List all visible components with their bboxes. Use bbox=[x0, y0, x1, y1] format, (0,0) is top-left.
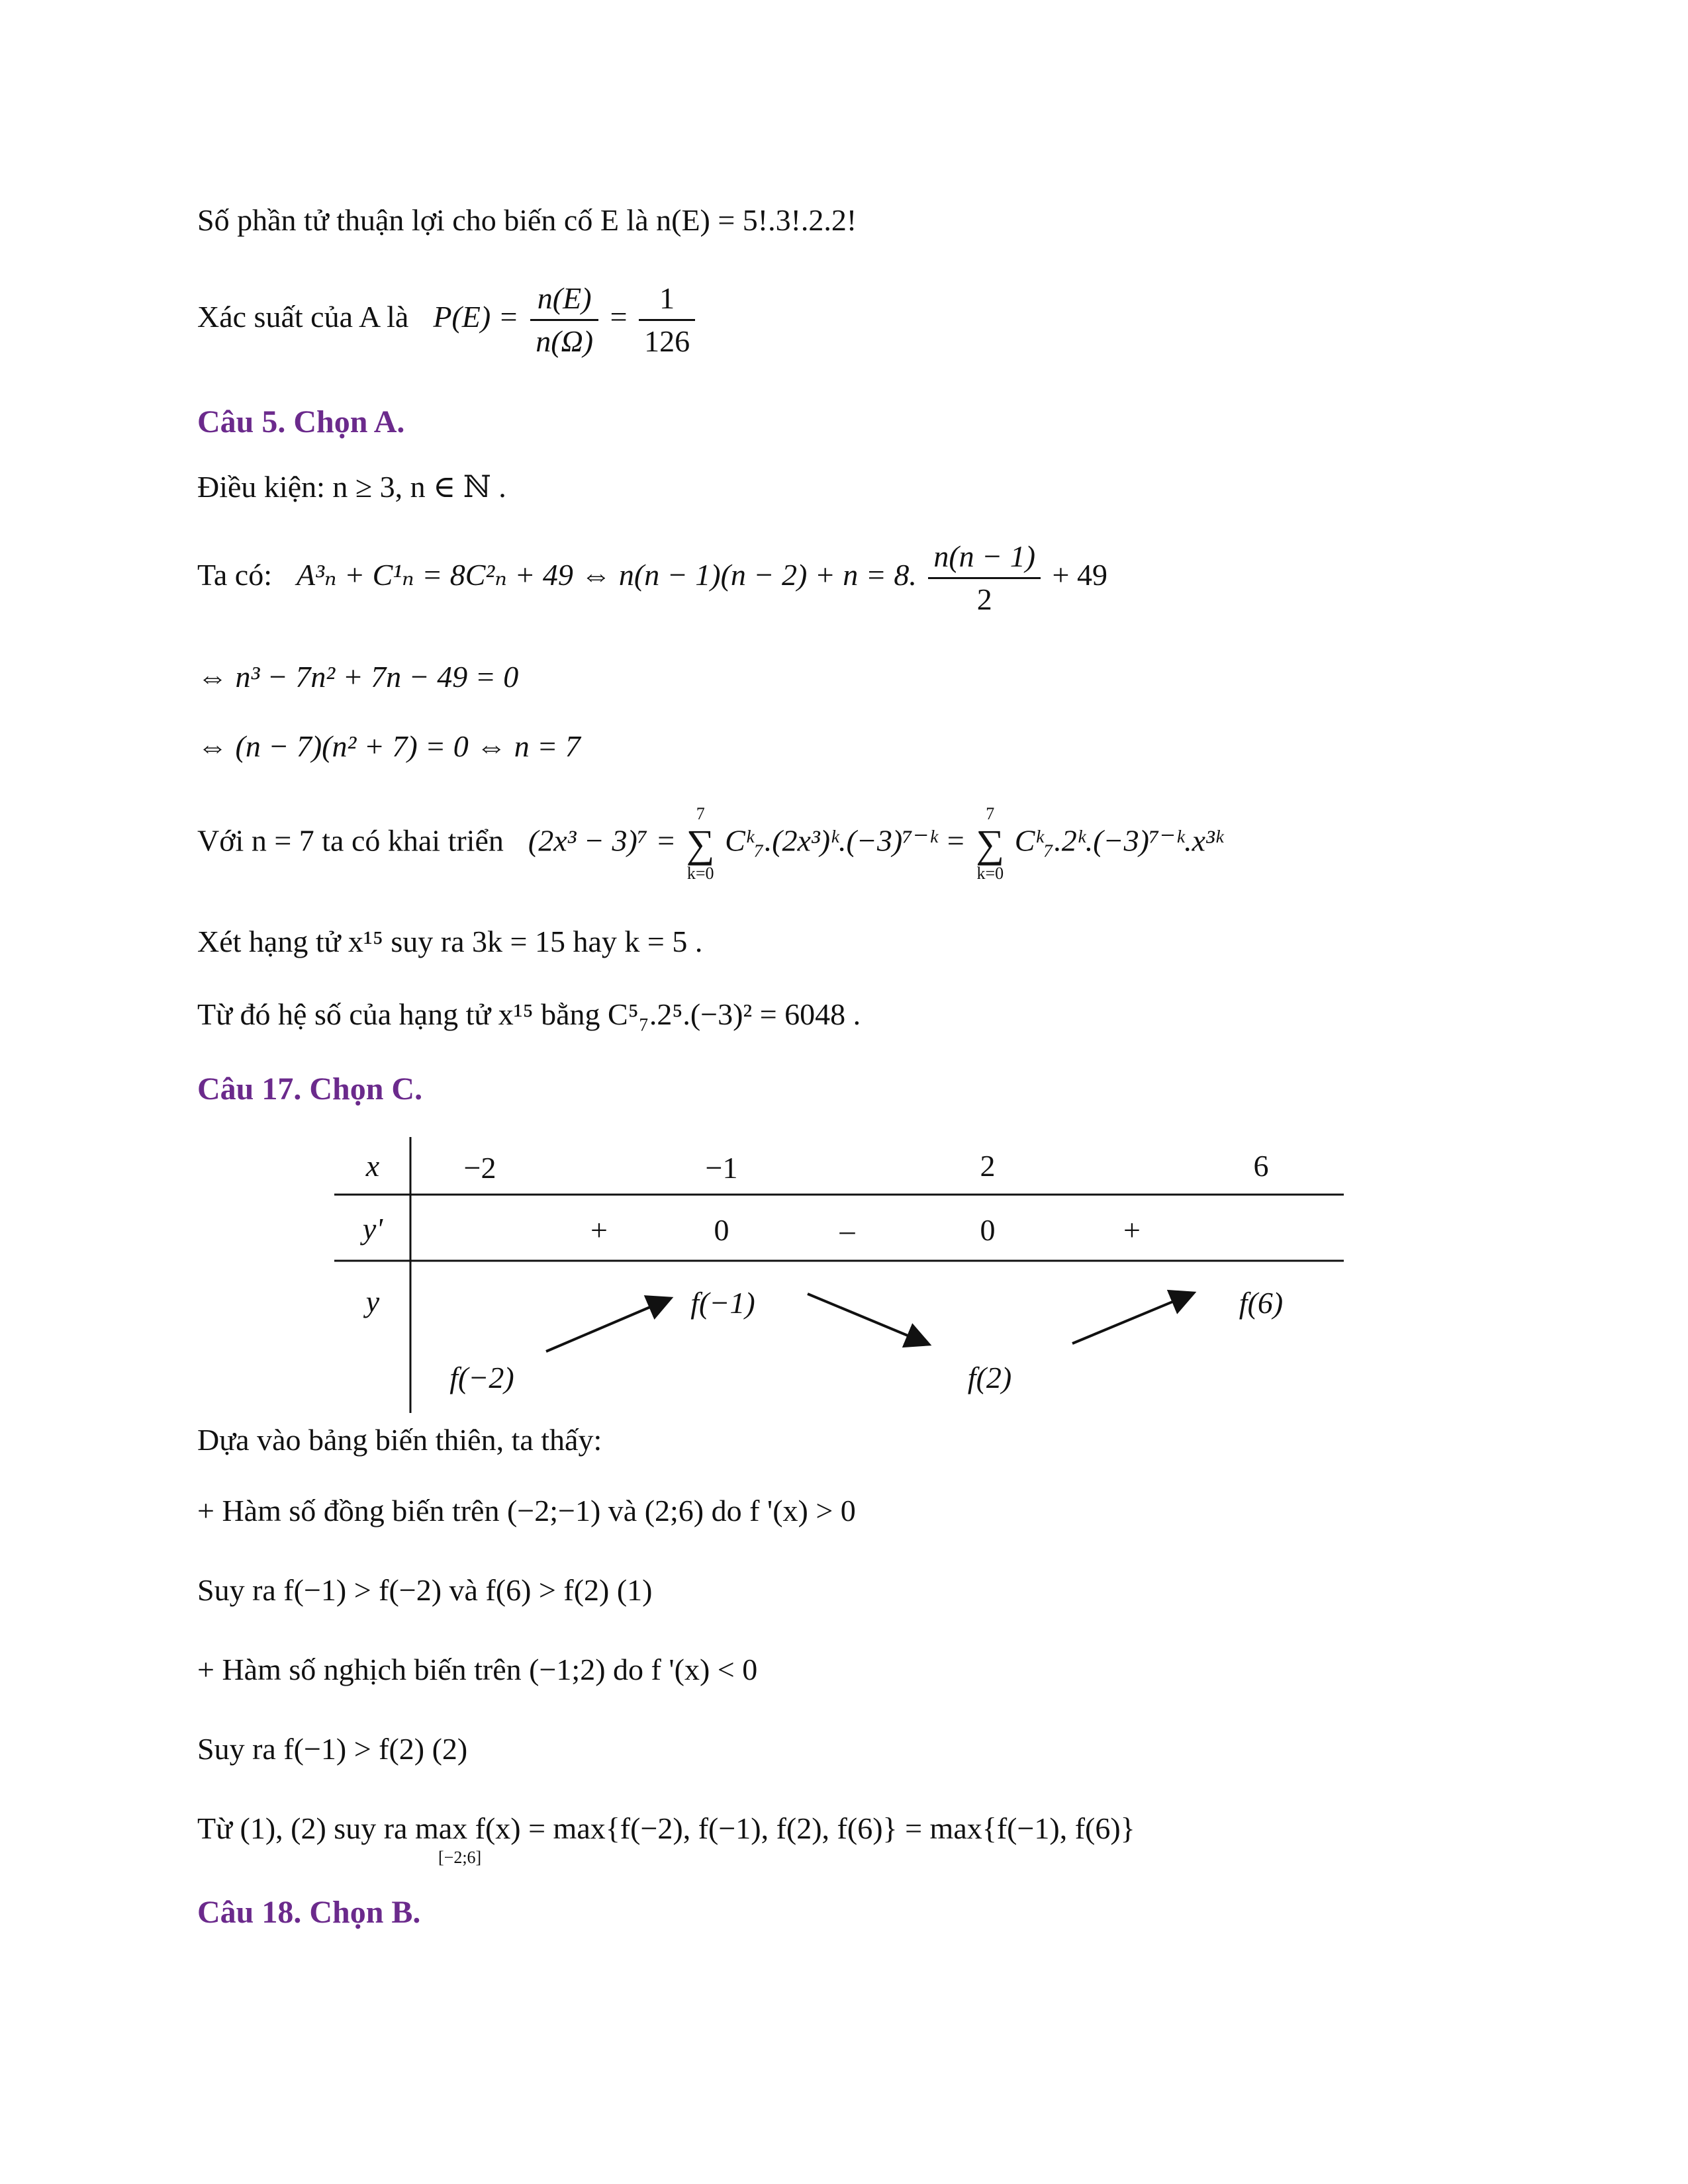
arrow-increase-2 bbox=[1072, 1294, 1192, 1343]
sum2-upper-limit: 7 bbox=[986, 804, 995, 823]
probability-line bbox=[197, 278, 699, 362]
x-value: −2 bbox=[463, 1151, 496, 1185]
x-value: −1 bbox=[705, 1151, 738, 1185]
sum-symbol-2: 7 ∑ k=0 bbox=[976, 804, 1005, 883]
row-label-x: x bbox=[365, 1149, 380, 1183]
q5-taco-fraction bbox=[928, 536, 1041, 620]
q5-taco-prefix: Ta có: bbox=[197, 558, 273, 592]
q5-term-line: Xét hạng tử x¹⁵ suy ra 3k = 15 hay k = 5 . bbox=[197, 925, 703, 958]
q5-taco-suffix: + 49 bbox=[1052, 558, 1107, 592]
q17-text-line: Suy ra f(−1) > f(−2) và f(6) > f(2) (1) bbox=[197, 1573, 653, 1607]
max-subscript: [−2;6] bbox=[438, 1848, 482, 1867]
q5-expand-lhs: (2x³ − 3)⁷ = bbox=[528, 823, 677, 858]
q5-coef-line: Từ đó hệ số của hạng tử x¹⁵ bằng C⁵₇.2⁵.(−3)² = 6048 . bbox=[197, 997, 861, 1031]
sum-lower-limit: k=0 bbox=[686, 864, 714, 883]
q5-fraction-numerator: n(n − 1) bbox=[928, 536, 1041, 579]
q5-expansion bbox=[197, 804, 1223, 884]
arrow-increase-1 bbox=[546, 1299, 669, 1351]
q5-fraction-denominator: 2 bbox=[976, 582, 992, 616]
sum-symbol: 7 ∑ k=0 bbox=[686, 804, 715, 883]
equals-sign: = bbox=[610, 300, 628, 334]
result-numerator: 1 bbox=[639, 278, 695, 321]
q5-heading: Câu 5. Chọn A. bbox=[197, 404, 405, 439]
derivative-zero: 0 bbox=[714, 1213, 729, 1247]
q5-expand-term1: Cᵏ₇.(2x³)ᵏ.(−3)⁷⁻ᵏ = bbox=[725, 823, 966, 858]
result-denominator: 126 bbox=[644, 324, 690, 358]
fraction-numerator: n(E) bbox=[530, 278, 598, 321]
q17-text-line: Dựa vào bảng biến thiên, ta thấy: bbox=[197, 1423, 602, 1457]
row-label-yprime: y' bbox=[362, 1212, 383, 1246]
derivative-sign: + bbox=[1123, 1213, 1141, 1247]
text-line: Số phần tử thuận lợi cho biến cố E là n(E) = 5!.3!.2.2! bbox=[197, 203, 857, 237]
q17-text-line: Từ (1), (2) suy ra max f(x) = max{f(−2), f(−1), f(2), f(6)} = max{f(−1), f(6)} bbox=[197, 1811, 1135, 1845]
q17-heading: Câu 17. Chọn C. bbox=[197, 1071, 423, 1107]
derivative-sign: – bbox=[839, 1213, 855, 1247]
sum-upper-limit: 7 bbox=[696, 804, 705, 823]
x-value: 6 bbox=[1253, 1149, 1269, 1183]
probability-prefix: Xác suất của A là bbox=[197, 300, 409, 334]
arrow-decrease bbox=[808, 1294, 927, 1343]
q5-equation bbox=[197, 536, 1107, 620]
derivative-sign: + bbox=[590, 1213, 608, 1247]
q17-text-line: + Hàm số đồng biến trên (−2;−1) và (2;6) do f '(x) > 0 bbox=[197, 1494, 856, 1527]
q5-taco-expr: A³ₙ + C¹ₙ = 8C²ₙ + 49 ⇔ n(n − 1)(n − 2) + n = 8. bbox=[297, 558, 917, 592]
q5-expand-term2: Cᵏ₇.2ᵏ.(−3)⁷⁻ᵏ.x³ᵏ bbox=[1014, 823, 1223, 858]
row-label-y: y bbox=[365, 1285, 380, 1318]
q17-text-line: + Hàm số nghịch biến trên (−1;2) do f '(x) < 0 bbox=[197, 1653, 758, 1686]
y-value-end: f(6) bbox=[1239, 1286, 1284, 1320]
y-value-max: f(−1) bbox=[690, 1286, 755, 1320]
q5-expand-prefix: Với n = 7 ta có khai triển bbox=[197, 823, 504, 858]
sum2-lower-limit: k=0 bbox=[976, 864, 1004, 883]
derivative-zero: 0 bbox=[980, 1213, 996, 1247]
y-value-min: f(2) bbox=[967, 1361, 1012, 1394]
probability-fraction bbox=[530, 278, 598, 362]
q5-equation-3: ⇔ (n − 7)(n² + 7) = 0 ⇔ n = 7 bbox=[197, 729, 581, 763]
q18-heading: Câu 18. Chọn B. bbox=[197, 1895, 421, 1930]
probability-lhs: P(E) = bbox=[433, 300, 519, 334]
result-fraction bbox=[639, 278, 695, 362]
q17-text-line: Suy ra f(−1) > f(2) (2) bbox=[197, 1732, 468, 1766]
x-value: 2 bbox=[980, 1149, 996, 1183]
y-value-min: f(−2) bbox=[449, 1361, 514, 1394]
fraction-denominator: n(Ω) bbox=[536, 324, 594, 358]
q5-condition: Điều kiện: n ≥ 3, n ∈ ℕ . bbox=[197, 470, 506, 504]
q5-equation-2: ⇔ n³ − 7n² + 7n − 49 = 0 bbox=[197, 660, 519, 694]
